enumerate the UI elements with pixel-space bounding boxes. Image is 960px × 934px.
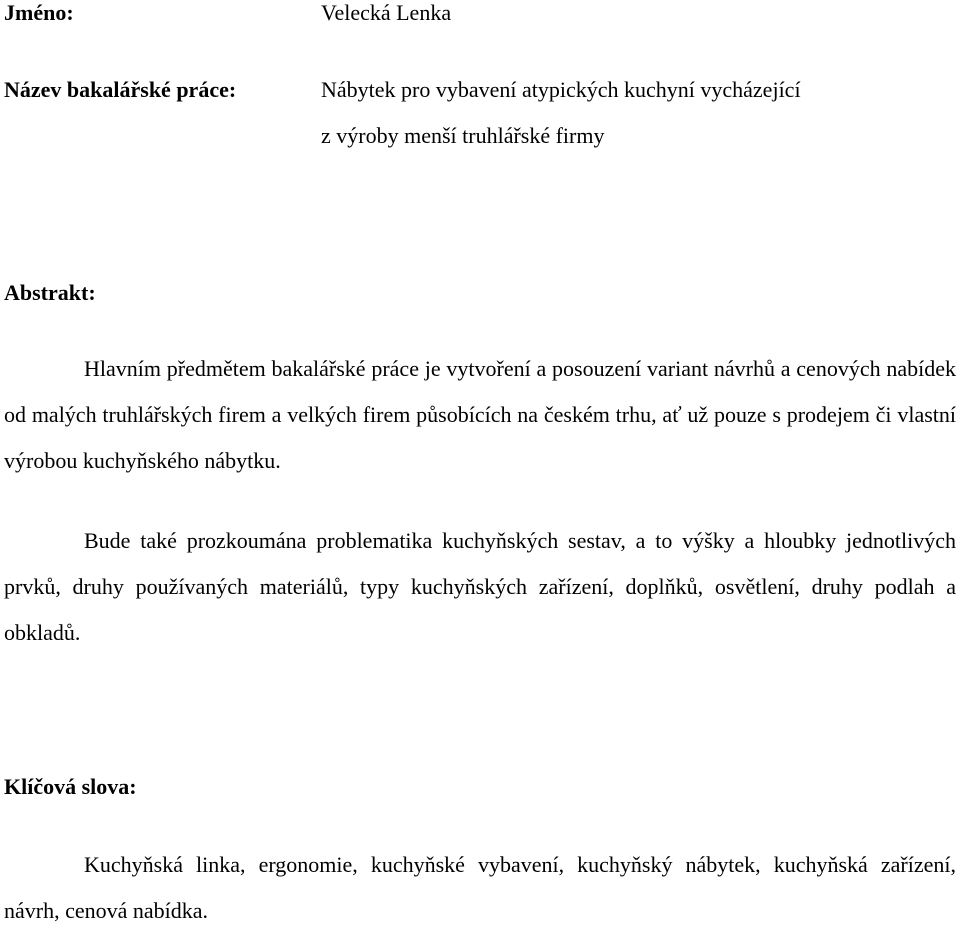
keywords-heading: Klíčová slova:: [4, 774, 137, 799]
name-label: Jméno:: [4, 0, 74, 25]
thesis-title-label: Název bakalářské práce:: [4, 77, 237, 102]
thesis-title-line-2: z výroby menší truhlářské firmy: [321, 123, 605, 148]
abstract-paragraph-2: Bude také prozkoumána problematika kuchyňských sestav, a to výšky a hloubky jednotlivých prvků, druhy používaných materiálů, typy kuchyňských zařízení, doplňků, osvětlení, druhy podlah a obkladů.: [4, 528, 956, 645]
abstract-paragraph-1: Hlavním předmětem bakalářské práce je vytvoření a posouzení variant návrhů a cenových nabídek od malých truhlářských firem a velkých firem působících na českém trhu, ať už pouze s prodejem či vlastní výrobou kuchyňského nábytku.: [4, 356, 956, 473]
thesis-title-line-1: Nábytek pro vybavení atypických kuchyní vycházející: [321, 77, 801, 102]
abstract-heading: Abstrakt:: [4, 280, 96, 305]
keywords-text: Kuchyňská linka, ergonomie, kuchyňské vybavení, kuchyňský nábytek, kuchyňská zařízení, návrh, cenová nabídka.: [4, 852, 956, 923]
name-value: Velecká Lenka: [321, 0, 452, 25]
